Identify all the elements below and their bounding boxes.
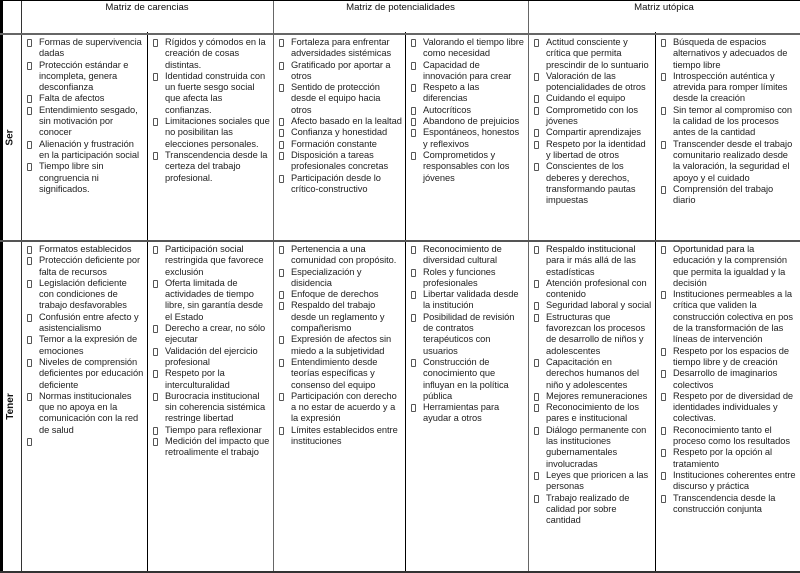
list-item: Identidad construida con un fuerte sesgo social que afecta las confianzas. (151, 71, 270, 116)
bullet-list (277, 37, 402, 195)
list-item: Confianza y honestidad (277, 127, 402, 138)
header-matriz-potencialidades: Matriz de potencialidades (346, 2, 455, 13)
list-item: Herramientas para ayudar a otros (409, 402, 525, 425)
list-item: Respeto por la opción al tratamiento (659, 447, 797, 470)
list-item: Valoración de las potencialidades de otros (532, 71, 652, 94)
list-item: Normas institucionales que no apoya en la comunicación con la red de salud (25, 391, 144, 436)
list-item: Falta de afectos (25, 93, 144, 104)
list-item: Respeto por los espacios de tiempo libre y de creación (659, 346, 797, 369)
list-item: Compartir aprendizajes (532, 127, 652, 138)
list-item: Conscientes de los deberes y derechos, transformando pautas impuestas (532, 161, 652, 206)
list-item: Reconocimiento de diversidad cultural (409, 244, 525, 267)
outer-top-border (0, 0, 800, 1)
table-cell (148, 35, 273, 240)
header-matriz-utopica: Matriz utópica (634, 2, 694, 13)
list-item: Construcción de conocimiento que influyan en la política pública (409, 357, 525, 402)
bullet-list (659, 244, 797, 515)
list-item: Entendimiento sesgado, sin motivación por conocer (25, 105, 144, 139)
list-item: Valorando el tiempo libre como necesidad (409, 37, 525, 60)
bullet-list (659, 37, 797, 206)
table-cell (22, 35, 147, 240)
list-item: Validación del ejercicio profesional (151, 346, 270, 369)
list-item: Especialización y disidencia (277, 267, 402, 290)
list-item: Diálogo permanente con las instituciones gubernamentales involucradas (532, 425, 652, 470)
bullet-list (151, 37, 270, 184)
list-item: Enfoque de derechos (277, 289, 402, 300)
row-label-text: Ser (5, 129, 16, 146)
list-item: Cuidando el equipo (532, 93, 652, 104)
list-item: Formatos establecidos (25, 244, 144, 255)
table-cell (274, 242, 405, 571)
list-item: Respaldo del trabajo desde un reglamento y compañerismo (277, 300, 402, 334)
list-item: Roles y funciones profesionales (409, 267, 525, 290)
list-item: Estructuras que favorezcan los procesos de desarrollo de niños y adolescentes (532, 312, 652, 357)
list-item: Expresión de afectos sin miedo a la subjetividad (277, 334, 402, 357)
list-item: Respaldo institucional para ir más allá de las estadísticas (532, 244, 652, 278)
list-item: Protección estándar e incompleta, genera desconfianza (25, 60, 144, 94)
list-item: Fortaleza para enfrentar adversidades sistémicas (277, 37, 402, 60)
list-item: Sin temor al compromiso con la calidad de los procesos antes de la cantidad (659, 105, 797, 139)
list-item: Búsqueda de espacios alternativos y adecuados de tiempo libre (659, 37, 797, 71)
list-item: Autocríticos (409, 105, 525, 116)
list-item: Formas de supervivencia dadas (25, 37, 144, 60)
list-item: Alienación y frustración en la participación social (25, 139, 144, 162)
table-cell (22, 242, 147, 571)
list-item: Temor a la expresión de emociones (25, 334, 144, 357)
list-item: Derecho a crear, no sólo ejecutar (151, 323, 270, 346)
bullet-list (532, 244, 652, 526)
list-item: Protección deficiente por falta de recursos (25, 255, 144, 278)
list-item: Oferta limitada de actividades de tiempo libre, sin garantía desde el Estado (151, 278, 270, 323)
list-item: Participación con derecho a no estar de acuerdo y a la expresión (277, 391, 402, 425)
list-item: Abandono de prejuicios (409, 116, 525, 127)
list-item: Comprometidos y responsables con los jóvenes (409, 150, 525, 184)
list-item: Comprometido con los jóvenes (532, 105, 652, 128)
list-item: Gratificado por aportar a otros (277, 60, 402, 83)
list-item: Instituciones permeables a la crítica que validen la construcción colectiva en pos de la transformación de las líneas de intervención (659, 289, 797, 345)
row-label-text: Tener (5, 393, 16, 420)
list-item (25, 436, 144, 447)
list-item: Pertenencia a una comunidad con propósito. (277, 244, 402, 267)
table-cell (148, 242, 273, 571)
list-item: Niveles de comprensión deficientes por educación deficiente (25, 357, 144, 391)
list-item: Transcender desde el trabajo comunitario realizado desde la valoración, la seguridad el apoyo y el cuidado (659, 139, 797, 184)
list-item: Introspección auténtica y atrevida para romper límites desde la creación (659, 71, 797, 105)
row-label-ser (0, 35, 21, 240)
bullet-list (277, 244, 402, 447)
list-item: Formación constante (277, 139, 402, 150)
list-item: Atención profesional con contenido (532, 278, 652, 301)
list-item: Transcendencia desde la certeza del trabajo profesional. (151, 150, 270, 184)
list-item: Legislación deficiente con condiciones de trabajo desfavorables (25, 278, 144, 312)
list-item: Capacitación en derechos humanos del niño y adolescentes (532, 357, 652, 391)
bullet-list (532, 37, 652, 206)
bullet-list (409, 37, 525, 184)
list-item: Reconocimiento de los pares e institucional (532, 402, 652, 425)
table-cell (406, 35, 528, 240)
table-cell (274, 35, 405, 240)
list-item: Espontáneos, honestos y reflexivos (409, 127, 525, 150)
table-cell (406, 242, 528, 571)
list-item: Confusión entre afecto y asistencialismo (25, 312, 144, 335)
list-item: Trabajo realizado de calidad por sobre cantidad (532, 493, 652, 527)
list-item: Transcendencia desde la construcción conjunta (659, 493, 797, 516)
table-cell (656, 242, 800, 571)
list-item: Posibilidad de revisión de contratos terapéuticos con usuarios (409, 312, 525, 357)
list-item: Actitud consciente y crítica que permita prescindir de lo suntuario (532, 37, 652, 71)
list-item: Oportunidad para la educación y la comprensión que permita la igualdad y la decisión (659, 244, 797, 289)
list-item: Disposición a tareas profesionales concretas (277, 150, 402, 173)
table-cell (529, 242, 655, 571)
list-item: Participación desde lo crítico-constructivo (277, 173, 402, 196)
list-item: Tiempo para reflexionar (151, 425, 270, 436)
row-label-tener (0, 242, 21, 571)
list-item: Mejores remuneraciones (532, 391, 652, 402)
bullet-list (25, 37, 144, 195)
list-item: Leyes que prioricen a las personas (532, 470, 652, 493)
list-item: Libertar validada desde la institución (409, 289, 525, 312)
list-item: Limitaciones sociales que no posibilitan las elecciones personales. (151, 116, 270, 150)
bullet-list (151, 244, 270, 459)
list-item: Participación social restringida que favorece exclusión (151, 244, 270, 278)
bullet-list (409, 244, 525, 425)
list-item: Respeto por la interculturalidad (151, 368, 270, 391)
list-item: Sentido de protección desde el equipo hacia otros (277, 82, 402, 116)
list-item: Reconocimiento tanto el proceso como los resultados (659, 425, 797, 448)
list-item: Capacidad de innovación para crear (409, 60, 525, 83)
list-item: Respeto por de diversidad de identidades individuales y colectivas. (659, 391, 797, 425)
table-cell (529, 35, 655, 240)
list-item: Medición del impacto que retroalimente el trabajo (151, 436, 270, 459)
list-item: Afecto basado en la lealtad (277, 116, 402, 127)
list-item: Instituciones coherentes entre discurso y práctica (659, 470, 797, 493)
list-item: Burocracia institucional sin coherencia sistémica restringe libertad (151, 391, 270, 425)
bullet-list (25, 244, 144, 447)
list-item: Límites establecidos entre instituciones (277, 425, 402, 448)
list-item: Seguridad laboral y social (532, 300, 652, 311)
list-item: Respeto por la identidad y libertad de otros (532, 139, 652, 162)
list-item: Tiempo libre sin congruencia ni significados. (25, 161, 144, 195)
list-item: Desarrollo de imaginarios colectivos (659, 368, 797, 391)
list-item: Rígidos y cómodos en la creación de cosas distintas. (151, 37, 270, 71)
header-matriz-carencias: Matriz de carencias (105, 2, 189, 13)
list-item: Respeto a las diferencias (409, 82, 525, 105)
list-item: Comprensión del trabajo diario (659, 184, 797, 207)
list-item: Entendimiento desde teorías específicas y consenso del equipo (277, 357, 402, 391)
table-cell (656, 35, 800, 240)
